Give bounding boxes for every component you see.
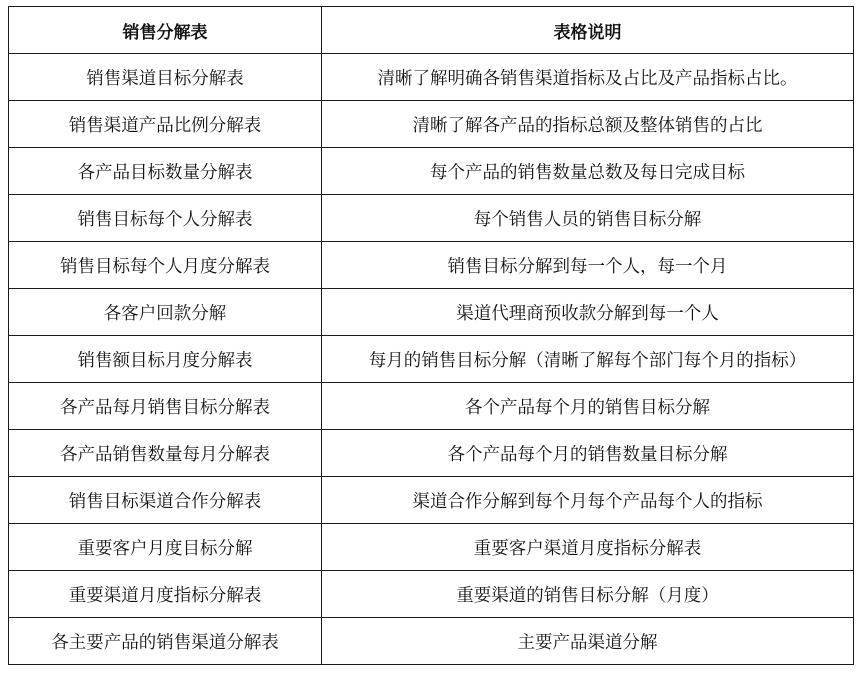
header-row [9,7,854,54]
cell-description: 重要渠道的销售目标分解（月度） [322,571,854,618]
cell-sheet-name: 各产品销售数量每月分解表 [9,430,322,477]
cell-description: 各个产品每个月的销售数量目标分解 [322,430,854,477]
cell-description: 销售目标分解到每一个人，每一个月 [322,242,854,289]
cell-description: 清晰了解各产品的指标总额及整体销售的占比 [322,101,854,148]
cell-sheet-name: 重要渠道月度指标分解表 [9,571,322,618]
cell-sheet-name: 销售目标每个人月度分解表 [9,242,322,289]
table-row [9,242,854,289]
cell-sheet-name: 各客户回款分解 [9,289,322,336]
table-row [9,101,854,148]
table-header [9,7,854,54]
cell-sheet-name: 销售渠道产品比例分解表 [9,101,322,148]
table-row [9,430,854,477]
sales-breakdown-table [8,6,854,665]
cell-description: 清晰了解明确各销售渠道指标及占比及产品指标占比。 [322,54,854,101]
cell-description: 渠道代理商预收款分解到每一个人 [322,289,854,336]
cell-sheet-name: 销售渠道目标分解表 [9,54,322,101]
table-row [9,618,854,665]
table-row [9,54,854,101]
table-row [9,477,854,524]
table-row [9,336,854,383]
table-body [9,54,854,665]
cell-sheet-name: 各产品每月销售目标分解表 [9,383,322,430]
cell-description: 重要客户渠道月度指标分解表 [322,524,854,571]
header-cell-sheet-name: 销售分解表 [9,7,322,54]
cell-sheet-name: 重要客户月度目标分解 [9,524,322,571]
cell-description: 每个产品的销售数量总数及每日完成目标 [322,148,854,195]
cell-sheet-name: 销售额目标月度分解表 [9,336,322,383]
cell-sheet-name: 各产品目标数量分解表 [9,148,322,195]
cell-description: 各个产品每个月的销售目标分解 [322,383,854,430]
cell-sheet-name: 各主要产品的销售渠道分解表 [9,618,322,665]
table-row [9,524,854,571]
cell-sheet-name: 销售目标渠道合作分解表 [9,477,322,524]
table-row [9,195,854,242]
cell-description: 渠道合作分解到每个月每个产品每个人的指标 [322,477,854,524]
table-row [9,383,854,430]
table-row [9,289,854,336]
header-cell-description: 表格说明 [322,7,854,54]
cell-description: 主要产品渠道分解 [322,618,854,665]
cell-description: 每月的销售目标分解（清晰了解每个部门每个月的指标） [322,336,854,383]
cell-description: 每个销售人员的销售目标分解 [322,195,854,242]
cell-sheet-name: 销售目标每个人分解表 [9,195,322,242]
table-row [9,148,854,195]
table-row [9,571,854,618]
